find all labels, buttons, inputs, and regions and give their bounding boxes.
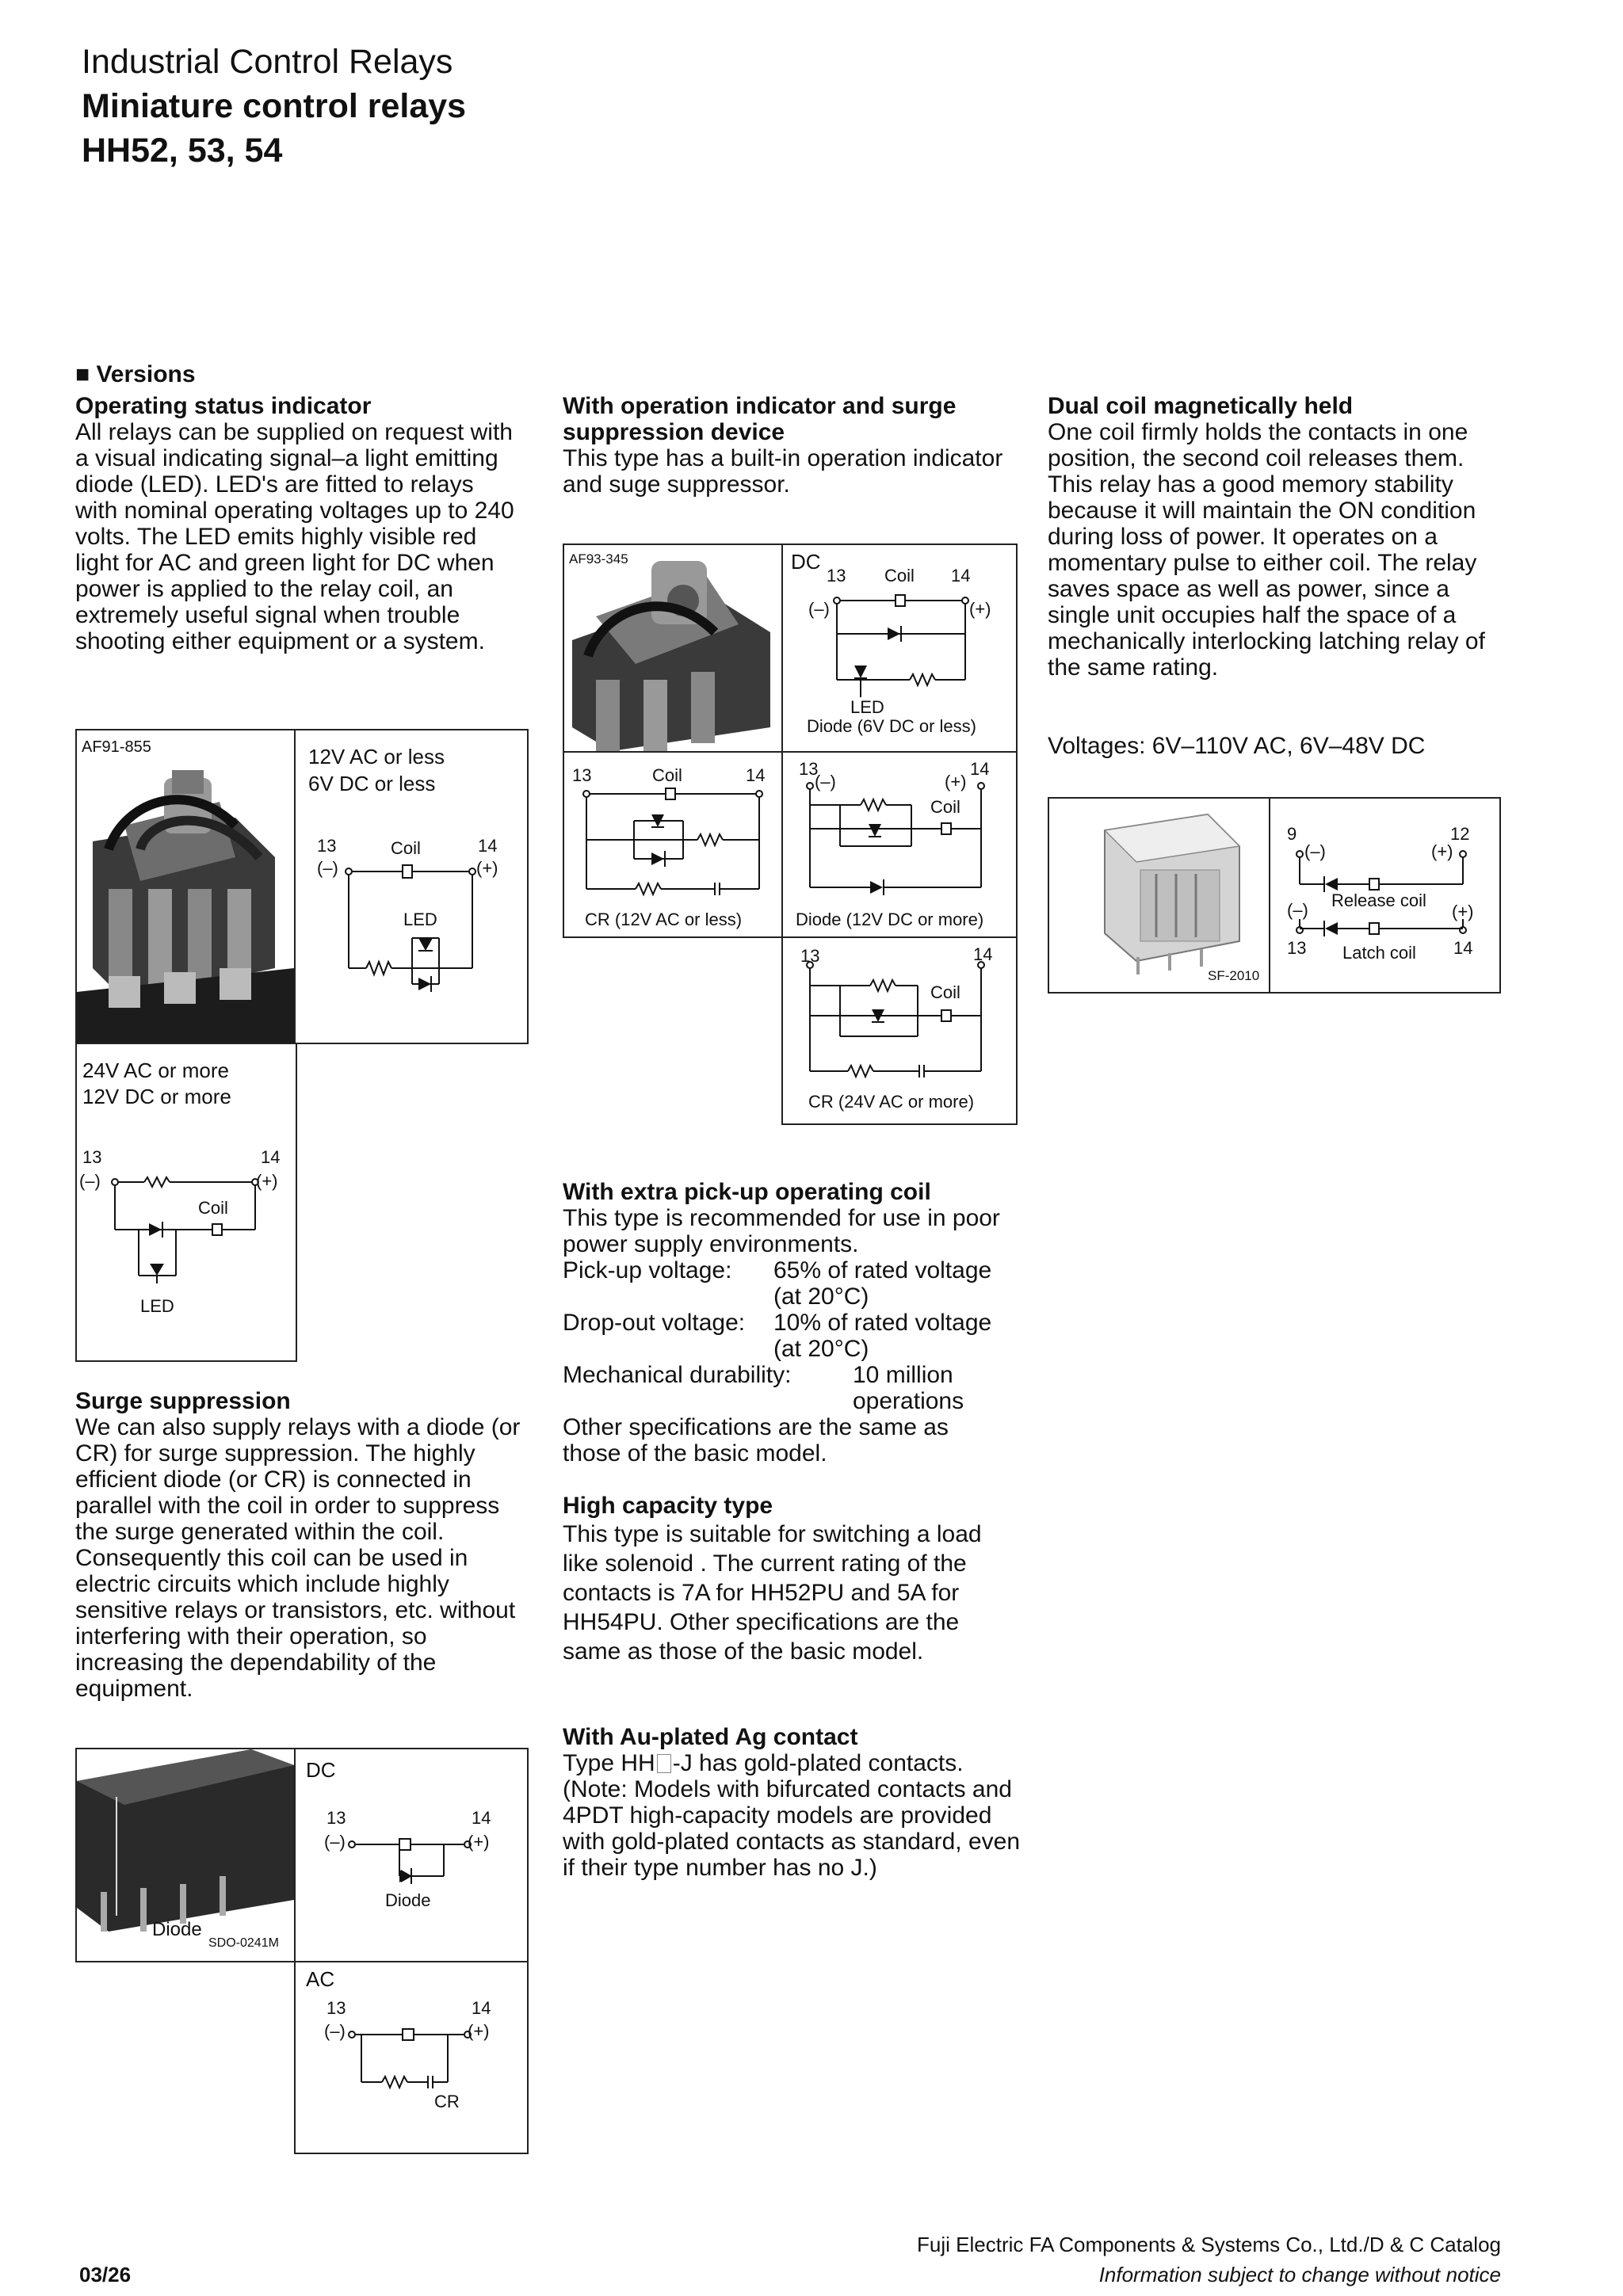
led-label: LED <box>403 910 437 929</box>
terminal-plus: (+) <box>476 858 498 878</box>
release-coil-label: Release coil <box>1331 891 1426 910</box>
dual-coil-voltages: Voltages: 6V–110V AC, 6V–48V DC <box>1048 733 1426 759</box>
cr-caption: CR (12V AC or less) <box>585 910 743 929</box>
terminal-13: 13 <box>800 946 820 966</box>
dc-label: DC <box>306 1758 336 1782</box>
header-title: Industrial Control Relays <box>82 43 453 81</box>
terminal-14: 14 <box>973 944 993 964</box>
dual-coil-title: Dual coil magnetically held <box>1048 393 1354 419</box>
operating-status-body: All relays can be supplied on request with a visual indicating signal–a light emitting diode (LED). LED's are fitted to relays with nominal operating voltages up to 240 volts. The LED emits highly visible red light for AC and green light for DC when power is applied to the relay coil, an extremely useful signal when trouble shooting either equipment or a system. <box>75 419 514 654</box>
condition-label: 12V DC or more <box>82 1085 231 1108</box>
terminal-9: 9 <box>1287 824 1297 844</box>
photo-code: AF91-855 <box>82 738 151 756</box>
footer-company: Fuji Electric FA Components & Systems Co., Ltd./D & C Catalog <box>917 2233 1501 2256</box>
coil-label: Coil <box>930 982 960 1002</box>
terminal-14: 14 <box>746 765 766 785</box>
operation-indicator-title: With operation indicator and surge suppression device <box>563 393 957 445</box>
terminal-plus: (+) <box>468 1832 490 1852</box>
ac-label: AC <box>306 1967 335 1991</box>
operating-status-title: Operating status indicator <box>75 393 372 419</box>
surge-title: Surge suppression <box>75 1388 291 1414</box>
diode-caption: Diode (12V DC or more) <box>796 910 984 929</box>
spec-value: 10% of rated voltage <box>773 1310 992 1336</box>
au-plated-type-suffix: -J has gold-plated contacts. <box>672 1750 964 1776</box>
surge-body: We can also supply relays with a diode (or CR) for surge suppression. The highly efficient diode (or CR) is connected in parallel with the coil in order to suppress the surge generated within the coil. Consequently this coil can be used in electric circuits which include highly sensitive relays or transistors, etc. without interfering with their operation, so increasing the dependability of the equipment. <box>75 1414 521 1702</box>
header-models: HH52, 53, 54 <box>82 132 283 170</box>
condition-label: 6V DC or less <box>308 772 436 795</box>
au-plated-type-prefix: Type HH <box>563 1750 655 1776</box>
terminal-minus: (–) <box>317 858 338 878</box>
terminal-minus: (–) <box>1287 900 1308 920</box>
spec-label: Pick-up voltage: <box>563 1257 732 1283</box>
terminal-13: 13 <box>317 836 337 856</box>
terminal-14: 14 <box>261 1147 281 1167</box>
high-capacity-body: This type is suitable for switching a load like solenoid . The current rating of the contacts is 7A for HH52PU and 5A for HH54PU. Other specifications are the same as those of the basic model. <box>563 1521 982 1665</box>
photo-code: SDO-0241M <box>208 1936 279 1950</box>
spec-value-sub: (at 20°C) <box>773 1283 869 1310</box>
terminal-13: 13 <box>827 566 846 585</box>
pickup-footer: Other specifications are the same as those of the basic model. <box>563 1414 949 1466</box>
terminal-14: 14 <box>951 566 971 585</box>
au-plated-body: (Note: Models with bifurcated contacts and 4PDT high-capacity models are provided with gold-plated contacts as standard, even if their type number has no J.) <box>563 1776 1021 1881</box>
terminal-13: 13 <box>572 765 592 785</box>
terminal-12: 12 <box>1450 824 1470 844</box>
latch-coil-label: Latch coil <box>1342 943 1416 963</box>
pickup-title: With extra pick-up operating coil <box>563 1179 931 1205</box>
operation-indicator-body: This type has a built-in operation indicator and suge suppressor. <box>563 445 1003 498</box>
dual-coil-body: One coil firmly holds the contacts in one position, the second coil releases them. This relay has a good memory stability because it will maintain the ON condition during loss of power. It operates on a momentary pulse to either coil. The relay saves space as well as power, since a single unit occupies half the space of a mechanically interlocking latching relay of the same rating. <box>1048 419 1485 681</box>
spec-value-sub: (at 20°C) <box>773 1336 869 1362</box>
terminal-14: 14 <box>970 759 990 779</box>
au-plated-title: With Au-plated Ag contact <box>563 1724 858 1750</box>
photo-code: SF-2010 <box>1208 968 1260 983</box>
terminal-14: 14 <box>472 1998 491 2018</box>
coil-label: Coil <box>198 1198 228 1218</box>
coil-label: Coil <box>652 765 682 785</box>
terminal-minus: (–) <box>1304 841 1326 861</box>
diode-caption: Diode (6V DC or less) <box>807 716 976 736</box>
high-capacity-title: High capacity type <box>563 1493 773 1519</box>
coil-label: Coil <box>884 566 915 585</box>
led-label: LED <box>850 697 884 717</box>
terminal-14: 14 <box>478 836 498 856</box>
led-label: LED <box>140 1296 174 1316</box>
terminal-13: 13 <box>82 1147 102 1167</box>
condition-label: 12V AC or less <box>308 745 445 769</box>
terminal-plus: (+) <box>256 1171 278 1191</box>
photo-code: AF93-345 <box>569 551 628 566</box>
terminal-minus: (–) <box>324 2021 346 2041</box>
terminal-minus: (–) <box>815 772 836 791</box>
cr-label: CR <box>434 2092 460 2111</box>
page-number: 03/26 <box>79 2263 132 2286</box>
footer-notice: Information subject to change without notice <box>1098 2263 1501 2286</box>
spec-value: 10 million <box>853 1362 953 1388</box>
versions-heading: ■ Versions <box>75 361 196 387</box>
spec-label: Drop-out voltage: <box>563 1310 746 1336</box>
condition-label: 24V AC or more <box>82 1058 229 1082</box>
dc-label: DC <box>791 550 821 574</box>
terminal-minus: (–) <box>324 1832 346 1852</box>
terminal-13: 13 <box>799 759 819 779</box>
diode-label: Diode <box>385 1890 431 1910</box>
coil-label: Coil <box>930 797 960 817</box>
photo-diode-label: Diode <box>152 1919 202 1940</box>
terminal-minus: (–) <box>79 1171 101 1191</box>
terminal-plus: (+) <box>468 2021 490 2041</box>
terminal-14: 14 <box>1453 938 1473 958</box>
terminal-minus: (–) <box>808 599 830 619</box>
terminal-plus: (+) <box>945 772 967 791</box>
terminal-plus: (+) <box>1431 841 1453 861</box>
spec-value: 65% of rated voltage <box>773 1257 992 1283</box>
terminal-13: 13 <box>327 1808 346 1828</box>
terminal-13: 13 <box>1287 938 1307 958</box>
terminal-plus: (+) <box>969 599 991 619</box>
header-subtitle: Miniature control relays <box>82 87 467 125</box>
terminal-14: 14 <box>472 1808 491 1828</box>
pickup-body: This type is recommended for use in poor power supply environments. <box>563 1205 1000 1257</box>
spec-label: Mechanical durability: <box>563 1362 792 1388</box>
spec-value-sub: operations <box>853 1388 964 1414</box>
cr-caption: CR (24V AC or more) <box>808 1092 975 1112</box>
terminal-13: 13 <box>327 1998 346 2018</box>
terminal-plus: (+) <box>1452 902 1474 921</box>
coil-label: Coil <box>391 838 421 858</box>
